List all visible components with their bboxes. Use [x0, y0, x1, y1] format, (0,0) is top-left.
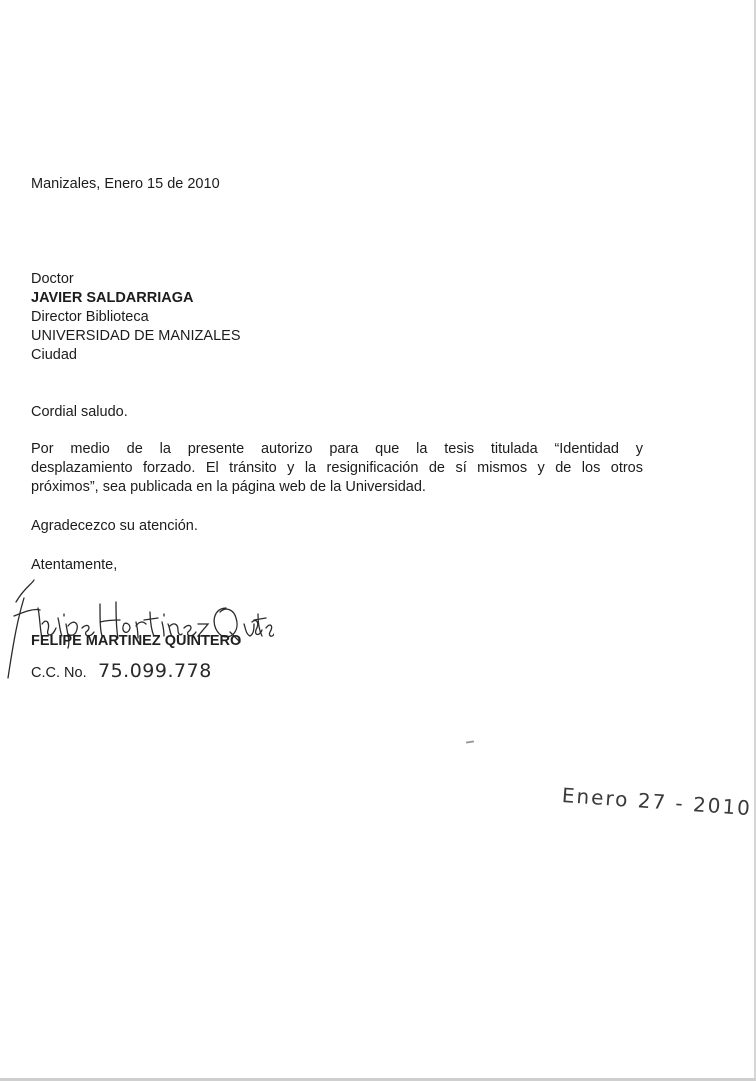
id-number: 75.099.778 — [98, 660, 212, 682]
body-line: Por medio de la presente autorizo para que la tesis titulada “Identidad y — [31, 441, 643, 457]
signer-name: FELIPE MARTINEZ QUINTERO — [31, 633, 242, 649]
recipient-title: Doctor — [31, 271, 74, 287]
recipient-city: Ciudad — [31, 347, 77, 363]
body-paragraph — [31, 440, 643, 497]
recipient-institution: UNIVERSIDAD DE MANIZALES — [31, 328, 241, 344]
greeting: Cordial saludo. — [31, 404, 128, 420]
scan-speck — [466, 740, 474, 743]
id-label: C.C. No. — [31, 665, 87, 681]
body-line: desplazamiento forzado. El tránsito y la resignificación de sí mismos y de los otros — [31, 460, 643, 476]
recipient-name: JAVIER SALDARRIAGA — [31, 290, 194, 306]
recipient-position: Director Biblioteca — [31, 309, 149, 325]
place-date: Manizales, Enero 15 de 2010 — [31, 176, 220, 192]
body-line: próximos”, sea publicada en la página web de la Universidad. — [31, 479, 426, 495]
thanks-line: Agradecezco su atención. — [31, 518, 198, 534]
closing-line: Atentamente, — [31, 557, 118, 573]
handwritten-date-note: Enero 27 - 2010 — [561, 783, 753, 821]
